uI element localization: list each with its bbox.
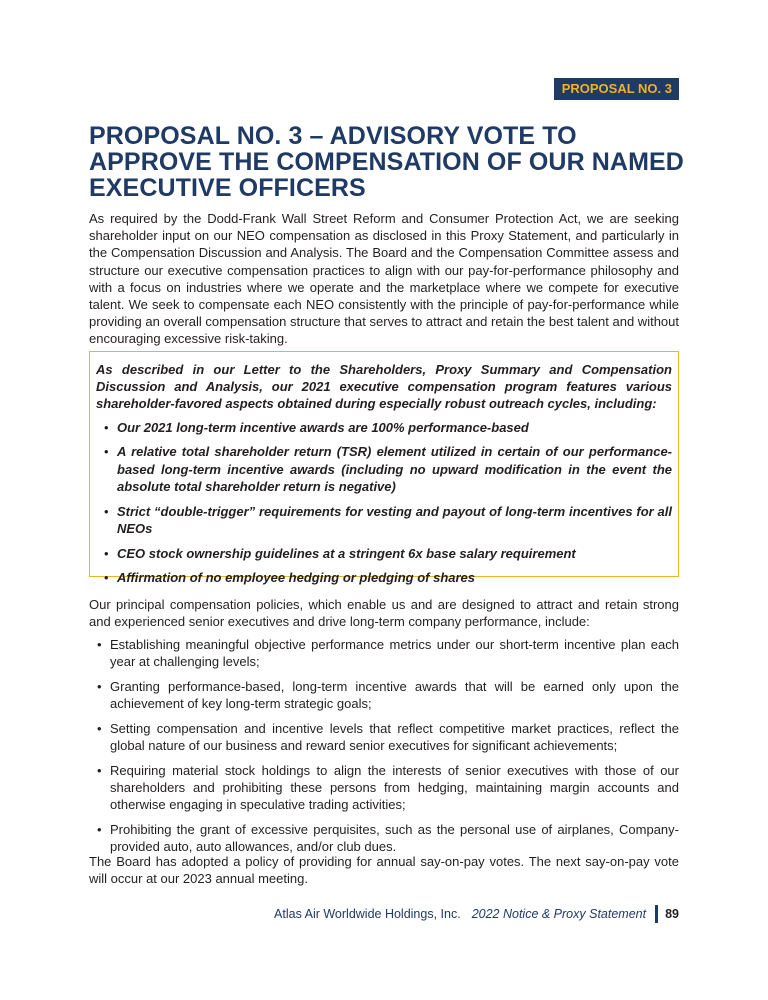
section-tag: PROPOSAL NO. 3 xyxy=(554,78,679,100)
bullet-icon: • xyxy=(104,545,109,561)
list-item: • Prohibiting the grant of excessive perquisites, such as the personal use of airplanes, Company-provided auto, auto allowances, and/or club dues. xyxy=(97,822,679,855)
list-item: • CEO stock ownership guidelines at a stringent 6x base salary requirement xyxy=(104,545,576,561)
highlight-list xyxy=(96,419,672,587)
bullet-icon: • xyxy=(97,822,102,838)
footer-company: Atlas Air Worldwide Holdings, Inc. xyxy=(274,907,461,921)
bullet-icon: • xyxy=(104,570,109,586)
bullet-icon: • xyxy=(104,503,109,519)
list-item: • A relative total shareholder return (TSR) element utilized in certain of our performance-based long-term incentive awards (including no upward modification in the event the absolute total shareholder return is negative) xyxy=(104,444,672,494)
policies-list xyxy=(89,636,679,863)
bullet-icon: • xyxy=(104,444,109,460)
closing-paragraph: The Board has adopted a policy of providing for annual say-on-pay votes. The next say-on-pay vote will occur at our 2023 annual meeting. xyxy=(89,854,679,887)
bullet-icon: • xyxy=(97,763,102,778)
page-footer xyxy=(274,906,679,922)
footer-document: 2022 Notice & Proxy Statement xyxy=(471,907,647,921)
list-item: • Granting performance-based, long-term incentive awards that will be earned only upon the achievement of key long-term strategic goals; xyxy=(97,679,679,712)
page-title: PROPOSAL NO. 3 – ADVISORY VOTE TO APPROVE THE COMPENSATION OF OUR NAMED EXECUTIVE OFFICERS xyxy=(89,122,684,202)
list-item: • Our 2021 long-term incentive awards are 100% performance-based xyxy=(104,419,529,435)
intro-paragraph: As required by the Dodd-Frank Wall Street Reform and Consumer Protection Act, we are seeking shareholder input on our NEO compensation as disclosed in this Proxy Statement, and particularly in the Compensation Discussion and Analysis. The Board and the Compensation Committee assess and structure our executive compensation practices to align with our pay-for-performance philosophy and with a focus on industries where we operate and the marketplace where we compete for executive talent. We seek to compensate each NEO consistently with the principle of pay-for-performance while providing an overall compensation structure that serves to attract and retain the best talent and without encouraging excessive risk-taking. xyxy=(89,211,679,347)
bullet-icon: • xyxy=(104,419,109,435)
bullet-icon: • xyxy=(97,637,102,652)
list-item: • Strict “double-trigger” requirements for vesting and payout of long-term incentives for all NEOs xyxy=(104,503,672,536)
highlight-box xyxy=(89,351,679,586)
page-number: 89 xyxy=(665,907,679,921)
list-item: • Affirmation of no employee hedging or pledging of shares xyxy=(104,570,476,586)
list-item: • Setting compensation and incentive levels that reflect competitive market practices, reflect the global nature of our business and reward senior executives for significant achievements; xyxy=(97,721,679,754)
footer-divider xyxy=(655,905,658,923)
highlight-lead: As described in our Letter to the Shareholders, Proxy Summary and Compensation Discussion and Analysis, our 2021 executive compensation program features various shareholder-favored aspects obtained during especially robust outreach cycles, including: xyxy=(96,362,672,412)
policies-lead: Our principal compensation policies, which enable us and are designed to attract and retain strong and experienced senior executives and drive long-term company performance, include: xyxy=(89,597,679,630)
bullet-icon: • xyxy=(97,721,102,736)
list-item: • Establishing meaningful objective performance metrics under our short-term incentive plan each year at challenging levels; xyxy=(97,637,679,670)
list-item: • Requiring material stock holdings to align the interests of senior executives with those of our shareholders and prohibiting these persons from hedging, maintaining margin accounts and otherwise engaging in speculative trading activities; xyxy=(97,763,679,813)
bullet-icon: • xyxy=(97,679,102,694)
